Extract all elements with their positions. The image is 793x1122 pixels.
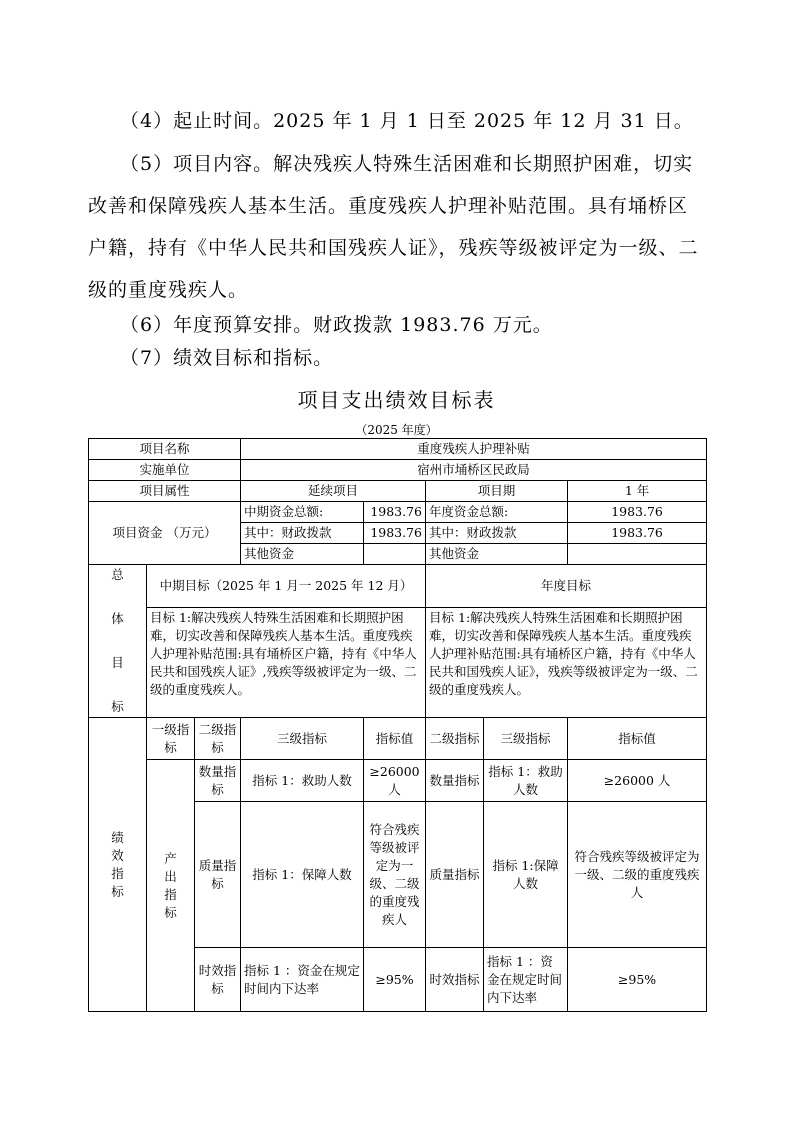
year-total-value: 1983.76	[568, 502, 707, 523]
header-value: 指标值	[364, 718, 426, 760]
row-value: 符合残疾等级被评定为一级、二级的重度残疾人	[364, 802, 426, 948]
mid-other-value	[364, 544, 426, 565]
header-level1: 一级指标	[147, 718, 195, 760]
header-level3-year: 三级指标	[484, 718, 568, 760]
project-attribute-value: 延续项目	[241, 481, 426, 502]
performance-indicator-label: 绩 效 指 标	[89, 718, 147, 1012]
row-value-year: ≥95%	[568, 948, 707, 1012]
project-attribute-label: 项目属性	[89, 481, 241, 502]
row-level3-year: 指标 1:保障人数	[484, 802, 568, 948]
row-level3-year: 指标 1：救助人数	[484, 760, 568, 802]
row-level3-year: 指标 1 ：资金在规定时间内下达率	[484, 948, 568, 1012]
row-level2-year: 时效指标	[426, 948, 484, 1012]
paragraph-budget: （6）年度预算安排。财政拨款 1983.76 万元。	[120, 314, 553, 336]
year-goal-header: 年度目标	[426, 565, 707, 608]
mid-fin-value: 1983.76	[364, 523, 426, 544]
header-level3: 三级指标	[241, 718, 364, 760]
mid-total-value: 1983.76	[364, 502, 426, 523]
mid-other-label: 其他资金	[241, 544, 364, 565]
paragraph-project-content: （5）项目内容。解决残疾人特殊生活困难和长期照护困难，切实改善和保障残疾人基本生活。重度残疾人护理补贴范围。具有埇桥区户籍，持有《中华人民共和国残疾人证》，残疾等级被评定为一级、二级的重度残疾人。	[88, 153, 699, 301]
paragraph-performance-goals: （7）绩效目标和指标。	[120, 347, 334, 369]
table-title: 项目支出绩效目标表	[297, 388, 496, 412]
year-fin-label: 其中：财政拨款	[426, 523, 568, 544]
mid-fin-label: 其中：财政拨款	[241, 523, 364, 544]
row-level3: 指标 1：保障人数	[241, 802, 364, 948]
year-goal-text: 目标 1:解决残疾人特殊生活困难和长期照护困难，切实改善和保障残疾人基本生活。重度残疾人护理补贴范围:具有埇桥区户籍，持有《中华人民共和国残疾人证》，残疾等级被评定为一级、二级的重度残疾人。	[426, 607, 707, 718]
row-level2: 质量指标	[195, 802, 241, 948]
mid-goal-text: 目标 1:解决残疾人特殊生活困难和长期照护困难，切实改善和保障残疾人基本生活。重度残疾人护理补贴范围:具有埇桥区户籍，持有《中华人民共和国残疾人证》,残疾等级被评定为一级、二级的重度残疾人。	[147, 607, 426, 718]
row-level2-year: 数量指标	[426, 760, 484, 802]
year-fin-value: 1983.76	[568, 523, 707, 544]
row-level3: 指标 1 ：资金在规定时间内下达率	[241, 948, 364, 1012]
row-value: ≥95%	[364, 948, 426, 1012]
row-value-year: 符合残疾等级被评定为一级、二级的重度残疾人	[568, 802, 707, 948]
project-name-value: 重度残疾人护理补贴	[241, 439, 707, 460]
project-name-label: 项目名称	[89, 439, 241, 460]
overall-goal-label: 总 体 目 标	[89, 565, 147, 718]
row-level2: 时效指标	[195, 948, 241, 1012]
unit-value: 宿州市埇桥区民政局	[241, 460, 707, 481]
row-level2-year: 质量指标	[426, 802, 484, 948]
year-other-label: 其他资金	[426, 544, 568, 565]
row-level3: 指标 1：救助人数	[241, 760, 364, 802]
paragraph-start-end-time: （4）起止时间。2025 年 1 月 1 日至 2025 年 12 月 31 日。	[120, 110, 694, 132]
output-indicator-label: 产 出 指 标	[147, 760, 195, 1012]
header-value-year: 指标值	[568, 718, 707, 760]
year-other-value	[568, 544, 707, 565]
unit-label: 实施单位	[89, 460, 241, 481]
project-period-label: 项目期	[426, 481, 568, 502]
header-level2-year: 二级指标	[426, 718, 484, 760]
performance-target-table	[88, 438, 707, 1012]
row-value-year: ≥26000 人	[568, 760, 707, 802]
table-subtitle: （2025 年度）	[355, 423, 438, 437]
mid-total-label: 中期资金总额:	[241, 502, 364, 523]
mid-goal-header: 中期目标（2025 年 1 月一 2025 年 12 月）	[147, 565, 426, 608]
row-level2: 数量指标	[195, 760, 241, 802]
project-period-value: 1 年	[568, 481, 707, 502]
row-value: ≥26000 人	[364, 760, 426, 802]
fund-label: 项目资金 （万元）	[89, 502, 241, 565]
year-total-label: 年度资金总额:	[426, 502, 568, 523]
header-level2: 二级指标	[195, 718, 241, 760]
